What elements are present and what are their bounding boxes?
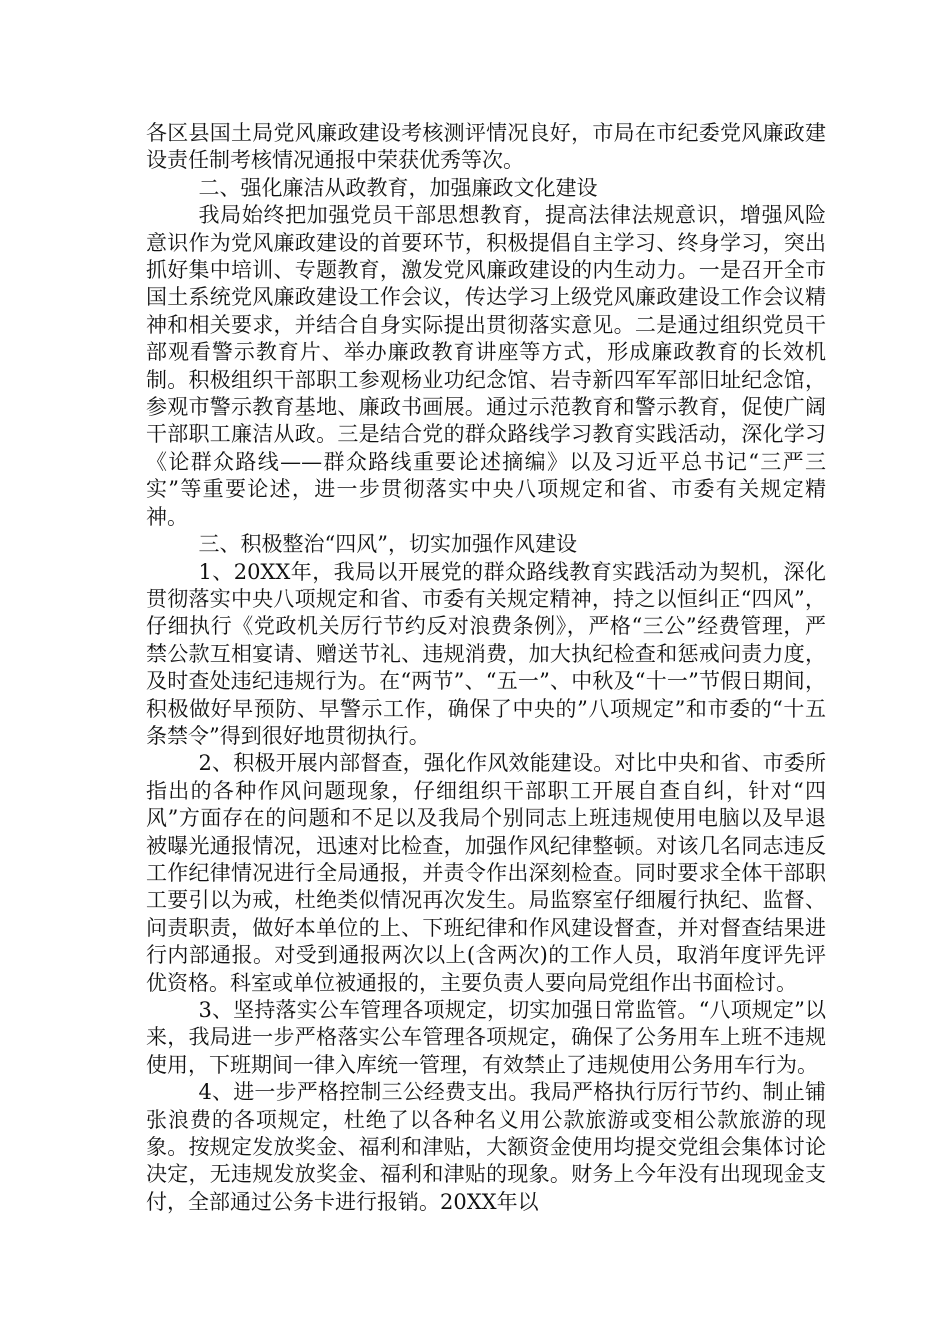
paragraph-item-2: 2、积极开展内部督查，强化作风效能建设。对比中央和省、市委所指出的各种作风问题现象，仔细组织干部职工开展自查自纠，针对“四风”方面存在的问题和不足以及我局个别同志上班违规使用电脑以及早退被曝光通报情况，迅速对比检查，加强作风纪律整顿。对该几名同志违反工作纪律情况进行全局通报，并责令作出深刻检查。同时要求全体干部职工要引以为戒，杜绝类似情况再次发生。局监察室仔细履行执纪、监督、问责职责，做好本单位的上、下班纪律和作风建设督查，并对督查结果进行内部通报。对受到通报两次以上(含两次)的工作人员，取消年度评先评优资格。科室或单位被通报的，主要负责人要向局党组作出书面检讨。 [146,751,826,995]
paragraph-education: 我局始终把加强党员干部思想教育，提高法律法规意识，增强风险意识作为党风廉政建设的首要环节，积极提倡自主学习、终身学习，突出抓好集中培训、专题教育，激发党风廉政建设的内生动力。一是召开全市国土系统党风廉政建设工作会议，传达学习上级党风廉政建设工作会议精神和相关要求，并结合自身实际提出贯彻落实意见。二是通过组织党员干部观看警示教育片、举办廉政教育讲座等方式，形成廉政教育的长效机制。积极组织干部职工参观杨业功纪念馆、岩寺新四军军部旧址纪念馆，参观市警示教育基地、廉政书画展。通过示范教育和警示教育，促使广阔干部职工廉洁从政。三是结合党的群众路线学习教育实践活动，深化学习《论群众路线——群众路线重要论述摘编》以及习近平总书记“三严三实”等重要论述，进一步贯彻落实中央八项规定和省、市委有关规定精神。 [146,203,826,529]
paragraph-item-1: 1、20XX年，我局以开展党的群众路线教育实践活动为契机，深化贯彻落实中央八项规定和省、市委有关规定精神，持之以恒纠正“四风”，仔细执行《党政机关厉行节约反对浪费条例》，严格“三公”经费管理，严禁公款互相宴请、赠送节礼、违规消费，加大执纪检查和惩戒问责力度，及时查处违纪违规行为。在“两节”、“五一”、中秋及“十一”节假日期间，积极做好早预防、早警示工作，确保了中央的”八项规定”和市委的“十五条禁令”得到很好地贯彻执行。 [146,559,826,748]
paragraph-item-3: 3、坚持落实公车管理各项规定，切实加强日常监管。“八项规定”以来，我局进一步严格落实公车管理各项规定，确保了公务用车上班不违规使用，下班期间一律入库统一管理，有效禁止了违规使用公务用车行为。 [146,998,826,1077]
section-heading-3: 三、积极整治“四风”，切实加强作风建设 [198,532,577,557]
document-body [146,120,826,1216]
paragraph-item-4: 4、进一步严格控制三公经费支出。我局严格执行厉行节约、制止铺张浪费的各项规定，杜绝了以各种名义用公款旅游或变相公款旅游的现象。按规定发放奖金、福利和津贴，大额资金使用均提交党组会集体讨论决定，无违规发放奖金、福利和津贴的现象。财务上今年没有出现现金支付，全部通过公务卡进行报销。20XX年以 [146,1080,826,1214]
paragraph-continuation: 各区县国土局党风廉政建设考核测评情况良好，市局在市纪委党风廉政建设责任制考核情况通报中荣获优秀等次。 [146,121,826,173]
section-heading-2: 二、强化廉洁从政教育，加强廉政文化建设 [198,175,598,200]
